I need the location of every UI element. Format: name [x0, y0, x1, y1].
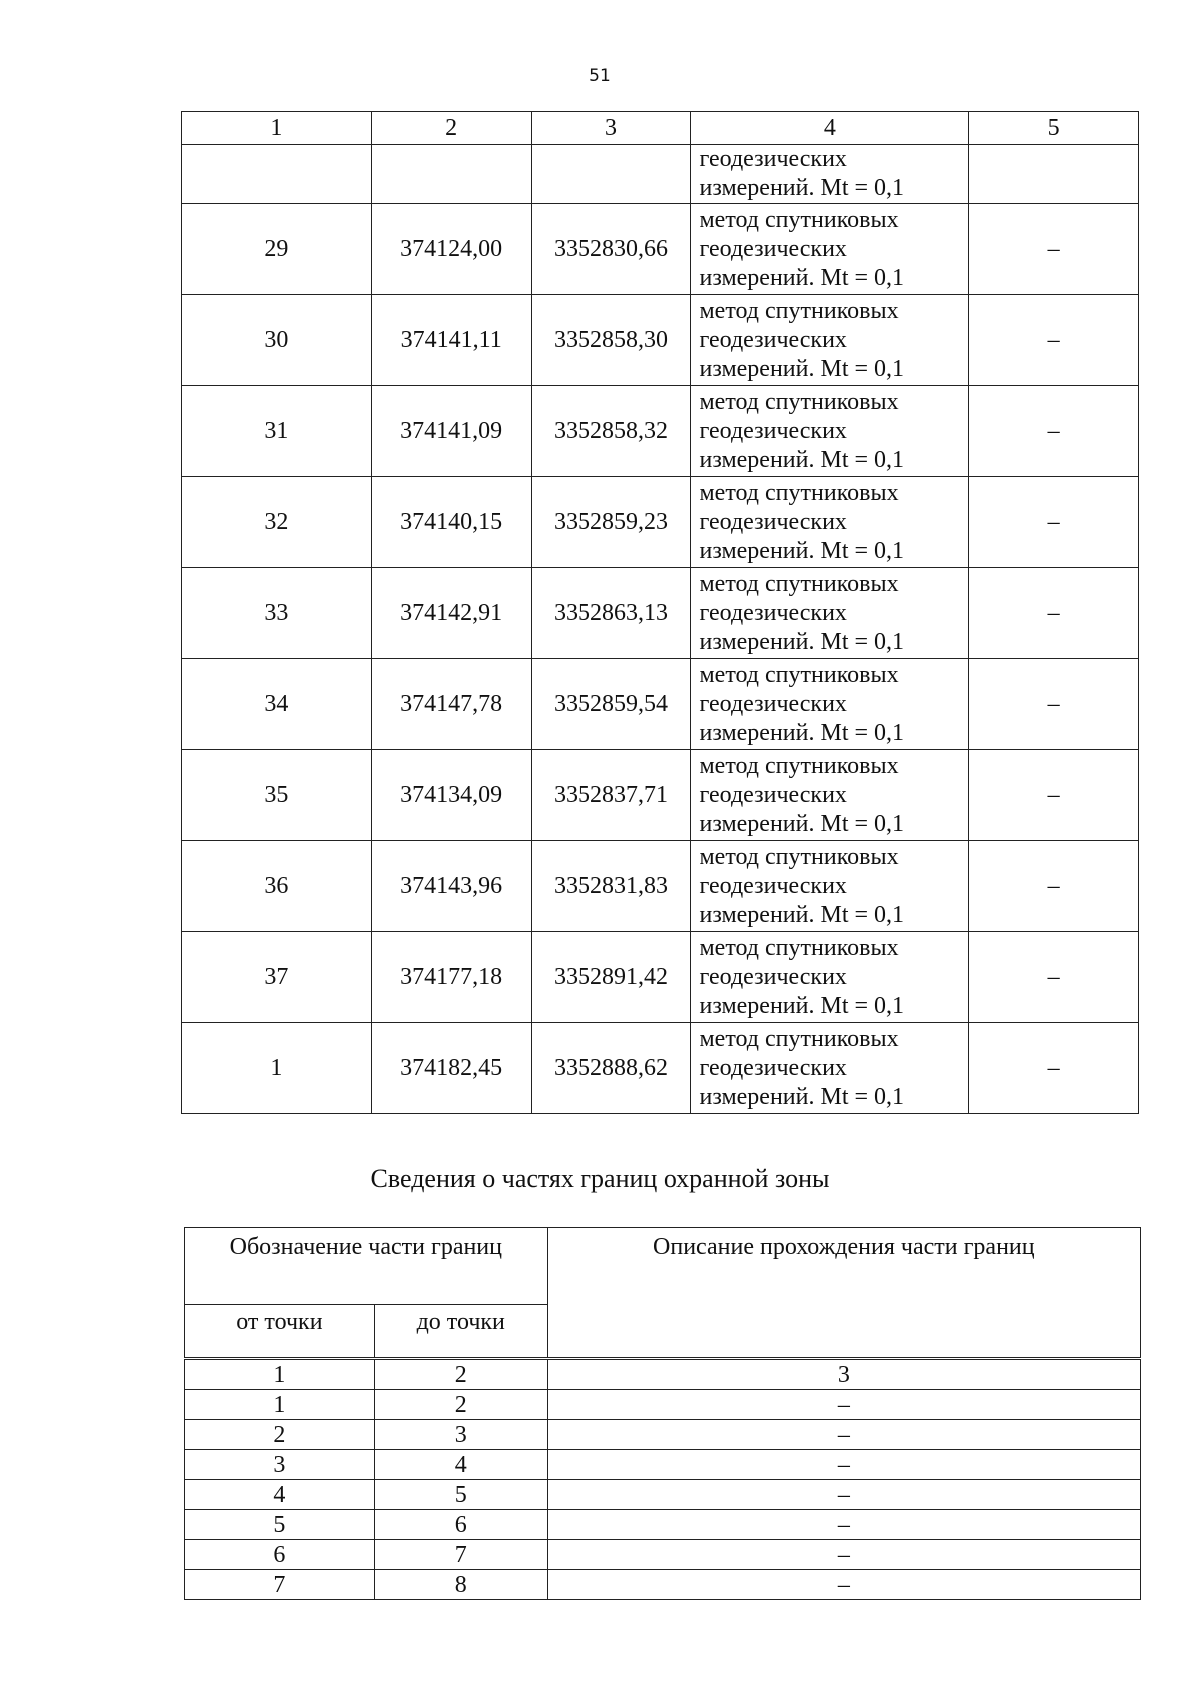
from-point-cell: 4: [185, 1480, 375, 1510]
note-cell: –: [969, 295, 1139, 386]
column-header: 1: [182, 112, 372, 145]
from-point-cell: 5: [185, 1510, 375, 1540]
y-coordinate-cell: 3352858,30: [531, 295, 691, 386]
table-header-row: [182, 112, 1139, 145]
from-point-cell: 1: [185, 1390, 375, 1420]
header-description: Описание прохождения части границ: [547, 1228, 1140, 1359]
from-point-cell: 7: [185, 1570, 375, 1600]
method-line: геодезических: [699, 417, 847, 444]
y-coordinate-cell: 3352837,71: [531, 750, 691, 841]
column-header: 5: [969, 112, 1139, 145]
description-cell: –: [547, 1390, 1140, 1420]
method-line: метод спутниковых: [699, 297, 899, 324]
table-header-row: [185, 1228, 1141, 1305]
to-point-cell: 6: [374, 1510, 547, 1540]
table-row: [185, 1420, 1141, 1450]
method-line: измерений. Mt = 0,1: [699, 355, 905, 382]
method-line: геодезических: [699, 146, 847, 172]
description-cell: –: [547, 1420, 1140, 1450]
method-line: геодезических: [699, 781, 847, 808]
empty-cell: [182, 145, 372, 204]
to-point-cell: 2: [374, 1390, 547, 1420]
table-row: [185, 1390, 1141, 1420]
method-line: геодезических: [699, 872, 847, 899]
header-group: Обозначение части границ: [185, 1228, 548, 1305]
y-coordinate-cell: 3352888,62: [531, 1023, 691, 1114]
to-point-cell: 4: [374, 1450, 547, 1480]
x-coordinate-cell: 374134,09: [371, 750, 531, 841]
point-number-cell: 29: [182, 204, 372, 295]
description-cell: –: [547, 1450, 1140, 1480]
point-number-cell: 1: [182, 1023, 372, 1114]
method-line: метод спутниковых: [699, 479, 899, 506]
table-row: [182, 932, 1139, 1023]
x-coordinate-cell: 374177,18: [371, 932, 531, 1023]
column-number: 3: [547, 1359, 1140, 1390]
x-coordinate-cell: 374140,15: [371, 477, 531, 568]
table-row: [182, 568, 1139, 659]
method-line: геодезических: [699, 963, 847, 990]
method-line: метод спутниковых: [699, 661, 899, 688]
method-line: геодезических: [699, 326, 847, 353]
coordinates-table: [181, 111, 1139, 1114]
note-cell: –: [969, 659, 1139, 750]
table-row-continuation: [182, 145, 1139, 204]
method-line: геодезических: [699, 690, 847, 717]
empty-cell: [969, 145, 1139, 204]
method-cell: [691, 386, 969, 477]
empty-cell: [531, 145, 691, 204]
method-cell: [691, 204, 969, 295]
description-cell: –: [547, 1570, 1140, 1600]
note-cell: –: [969, 568, 1139, 659]
table-row: [182, 477, 1139, 568]
point-number-cell: 32: [182, 477, 372, 568]
point-number-cell: 36: [182, 841, 372, 932]
note-cell: –: [969, 477, 1139, 568]
point-number-cell: 30: [182, 295, 372, 386]
table-row: [182, 659, 1139, 750]
table-row: [182, 750, 1139, 841]
x-coordinate-cell: 374124,00: [371, 204, 531, 295]
description-cell: –: [547, 1540, 1140, 1570]
to-point-cell: 5: [374, 1480, 547, 1510]
note-cell: –: [969, 841, 1139, 932]
method-line: измерений. Mt = 0,1: [699, 446, 905, 473]
column-header: 2: [371, 112, 531, 145]
method-cell: [691, 295, 969, 386]
method-cell: [691, 1023, 969, 1114]
header-from: от точки: [185, 1305, 375, 1359]
column-header: 3: [531, 112, 691, 145]
method-line: измерений. Mt = 0,1: [699, 901, 905, 928]
table-row: [182, 841, 1139, 932]
method-line: метод спутниковых: [699, 1025, 899, 1052]
to-point-cell: 3: [374, 1420, 547, 1450]
method-cell: [691, 477, 969, 568]
y-coordinate-cell: 3352831,83: [531, 841, 691, 932]
method-cell: [691, 841, 969, 932]
y-coordinate-cell: 3352858,32: [531, 386, 691, 477]
y-coordinate-cell: 3352830,66: [531, 204, 691, 295]
table-row: [185, 1450, 1141, 1480]
method-cell: [691, 932, 969, 1023]
table-row: [182, 386, 1139, 477]
y-coordinate-cell: 3352891,42: [531, 932, 691, 1023]
method-line: измерений. Mt = 0,1: [699, 719, 905, 746]
method-line: геодезических: [699, 235, 847, 262]
note-cell: –: [969, 1023, 1139, 1114]
empty-cell: [371, 145, 531, 204]
column-number: 2: [374, 1359, 547, 1390]
note-cell: –: [969, 750, 1139, 841]
y-coordinate-cell: 3352859,23: [531, 477, 691, 568]
method-line: метод спутниковых: [699, 934, 899, 961]
table-row: [185, 1570, 1141, 1600]
y-coordinate-cell: 3352863,13: [531, 568, 691, 659]
to-point-cell: 7: [374, 1540, 547, 1570]
description-cell: –: [547, 1510, 1140, 1540]
method-cell: [691, 145, 969, 204]
method-cell: [691, 659, 969, 750]
method-cell: [691, 750, 969, 841]
boundary-parts-table: [184, 1227, 1141, 1600]
table-row: [185, 1510, 1141, 1540]
note-cell: –: [969, 386, 1139, 477]
point-number-cell: 33: [182, 568, 372, 659]
method-line: измерений. Mt = 0,1: [699, 628, 905, 655]
x-coordinate-cell: 374142,91: [371, 568, 531, 659]
column-number: 1: [185, 1359, 375, 1390]
from-point-cell: 6: [185, 1540, 375, 1570]
method-line: измерений. Mt = 0,1: [699, 810, 905, 837]
table-row: [182, 204, 1139, 295]
y-coordinate-cell: 3352859,54: [531, 659, 691, 750]
to-point-cell: 8: [374, 1570, 547, 1600]
method-line: метод спутниковых: [699, 843, 899, 870]
description-cell: –: [547, 1480, 1140, 1510]
method-line: метод спутниковых: [699, 570, 899, 597]
table-row: [185, 1480, 1141, 1510]
point-number-cell: 37: [182, 932, 372, 1023]
method-line: измерений. Mt = 0,1: [699, 264, 905, 291]
table-row: [182, 1023, 1139, 1114]
method-line: измерений. Mt = 0,1: [699, 175, 905, 201]
column-numbering-row: [185, 1359, 1141, 1390]
method-line: измерений. Mt = 0,1: [699, 1083, 905, 1110]
point-number-cell: 31: [182, 386, 372, 477]
method-cell: [691, 568, 969, 659]
method-line: геодезических: [699, 1054, 847, 1081]
method-line: метод спутниковых: [699, 752, 899, 779]
point-number-cell: 34: [182, 659, 372, 750]
note-cell: –: [969, 204, 1139, 295]
method-line: геодезических: [699, 508, 847, 535]
header-to: до точки: [374, 1305, 547, 1359]
method-line: метод спутниковых: [699, 206, 899, 233]
column-header: 4: [691, 112, 969, 145]
x-coordinate-cell: 374147,78: [371, 659, 531, 750]
from-point-cell: 3: [185, 1450, 375, 1480]
method-line: метод спутниковых: [699, 388, 899, 415]
x-coordinate-cell: 374182,45: [371, 1023, 531, 1114]
method-line: измерений. Mt = 0,1: [699, 537, 905, 564]
page-number: 51: [589, 66, 611, 86]
method-line: геодезических: [699, 599, 847, 626]
method-line: измерений. Mt = 0,1: [699, 992, 905, 1019]
from-point-cell: 2: [185, 1420, 375, 1450]
x-coordinate-cell: 374141,11: [371, 295, 531, 386]
point-number-cell: 35: [182, 750, 372, 841]
section-title: Сведения о частях границ охранной зоны: [370, 1164, 830, 1193]
table-row: [185, 1540, 1141, 1570]
x-coordinate-cell: 374141,09: [371, 386, 531, 477]
note-cell: –: [969, 932, 1139, 1023]
table-row: [182, 295, 1139, 386]
x-coordinate-cell: 374143,96: [371, 841, 531, 932]
